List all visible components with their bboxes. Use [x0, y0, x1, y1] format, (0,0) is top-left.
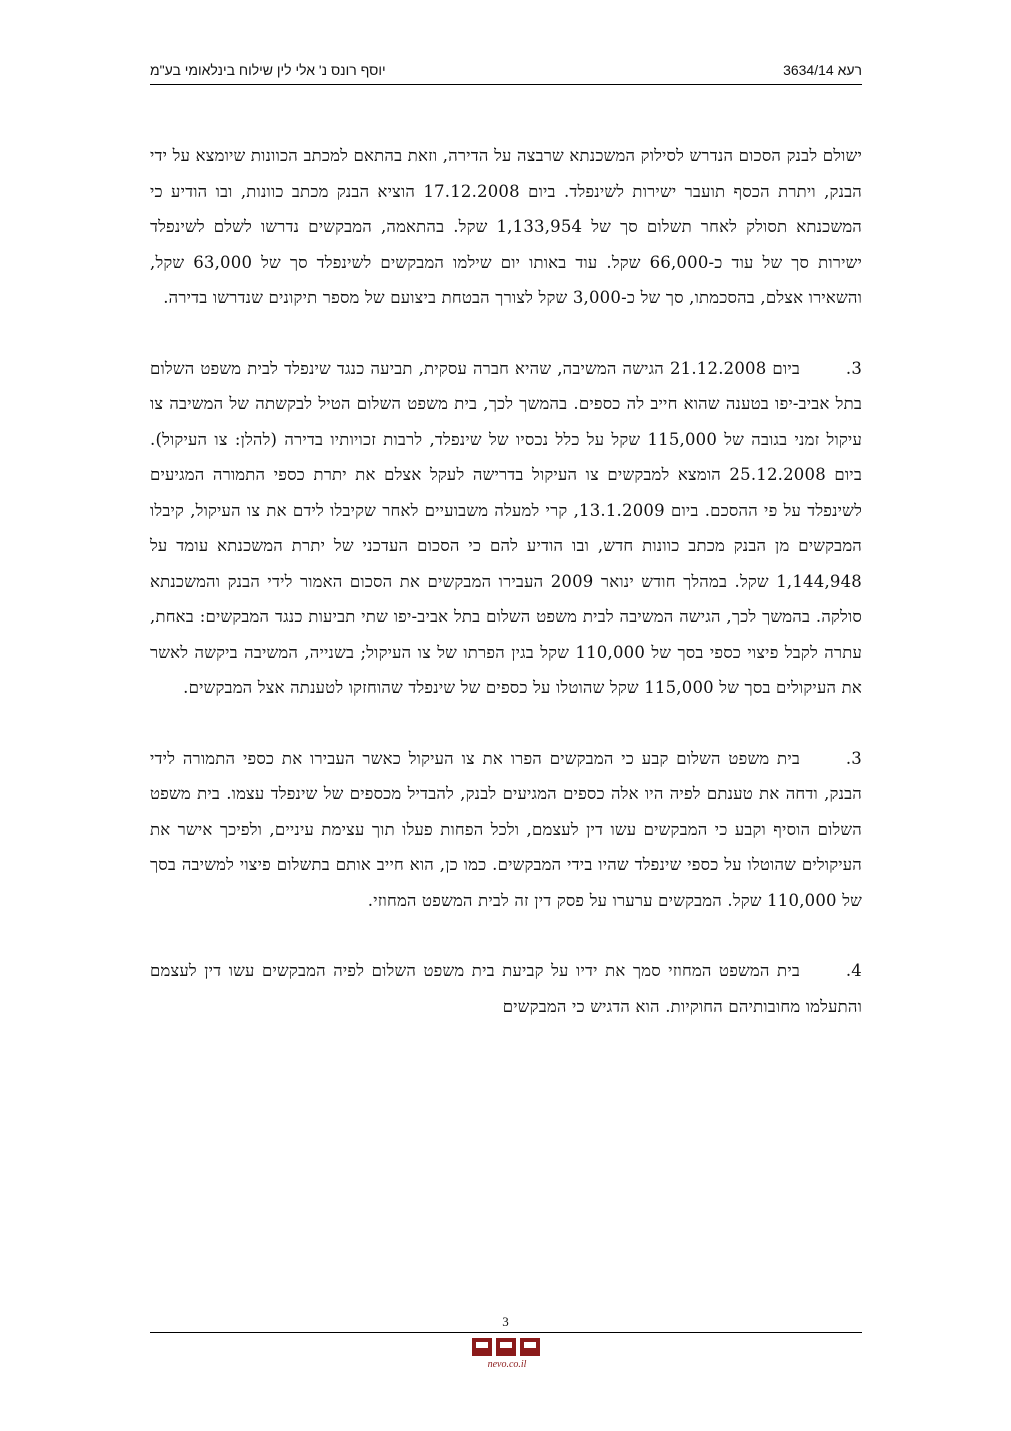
logo-gap-3 — [524, 1342, 536, 1348]
case-title: יוסף רונס נ' אלי לין שילוח בינלאומי בע"מ — [150, 62, 386, 78]
logo-gap-2 — [500, 1342, 512, 1348]
page-number: 3 — [502, 1314, 509, 1329]
footer-divider — [150, 1332, 862, 1333]
paragraph-number: 4. — [845, 961, 862, 980]
document-body — [150, 138, 862, 1059]
paragraph-text: ישולם לבנק הסכום הנדרש לסילוק המשכנתא שרבצה על הדירה, וזאת בהתאם למכתב הכוונות שיומצא על ידי הבנק, ויתרת הכסף תועבר ישירות לשינפלד. ביום 17.12.2008 הוציא הבנק מכתב כוונות, ובו הודיע כי המשכנתא תסולק לאחר תשלום סך של 1,133,954 שקל. בהתאמה, המבקשים נדרשו לשלם לשינפלד ישירות סך של עוד כ-66,000 שקל. עוד באותו יום שילמו המבקשים לשינפלד סך של 63,000 שקל, והשאירו אצלם, בהסכמתו, סך של כ-3,000 שקל לצורך הבטחת ביצועם של מספר תיקונים שנדרשו בדירה. — [150, 146, 862, 307]
paragraph-3a — [150, 351, 862, 706]
paragraph-3b — [150, 741, 862, 919]
paragraph-continued — [150, 138, 862, 316]
paragraph-number: 3. — [845, 358, 863, 378]
paragraph-4 — [150, 953, 862, 1024]
case-number: רעא 3634/14 — [783, 62, 862, 78]
paragraph-text: ביום 21.12.2008 הגישה המשיבה, שהיא חברה עסקית, תביעה כנגד שינפלד לבית משפט השלום בתל אביב-יפו בטענה שהוא חייב לה כספים. בהמשך לכך, בית משפט השלום הטיל לבקשתה של המשיבה צו עיקול זמני בגובה של 115,000 שקל על כלל נכסיו של שינפלד, לרבות זכויותיו בדירה (להלן: צו העיקול). ביום 25.12.2008 הומצא למבקשים צו העיקול בדרישה לעקל אצלם את יתרת כספי התמורה המגיעים לשינפלד על פי ההסכם. ביום 13.1.2009, קרי למעלה משבועיים לאחר שקיבלו לידם את צו העיקול, קיבלו המבקשים מן הבנק מכתב כוונות חדש, ובו הודיע להם כי הסכום העדכני של יתרת המשכנתא עומד על 1,144,948 שקל. במהלך חודש ינואר 2009 העבירו המבקשים את הסכום האמור לידי הבנק והמשכנתא סולקה. בהמשך לכך, הגישה המשיבה לבית משפט השלום בתל אביב-יפו שתי תביעות כנגד המבקשים: באחת, עתרה לקבל פיצוי כספי בסך של 110,000 שקל בגין הפרתו של צו העיקול; בשנייה, המשיבה ביקשה לאשר את העיקולים בסך של 115,000 שקל שהוטלו על כספים של שינפלד שהוחזקו לטענתה אצל המבקשים. — [150, 358, 862, 697]
logo-subtext: nevo.co.il — [487, 1359, 527, 1370]
page-header — [150, 62, 862, 85]
paragraph-number: 3. — [845, 748, 862, 768]
nevo-logo-icon[interactable] — [470, 1336, 544, 1370]
logo-gap-1 — [476, 1342, 488, 1348]
paragraph-text: בית המשפט המחוזי סמך את ידיו על קביעת בית משפט השלום לפיה המבקשים עשו דין לעצמם והתעלמו מחובותיהם החוקיות. הוא הדגיש כי המבקשים — [150, 961, 862, 1016]
paragraph-text: בית משפט השלום קבע כי המבקשים הפרו את צו העיקול כאשר העבירו את כספי התמורה לידי הבנק, ודחה את טענתם לפיה היו אלה כספים המגיעים לבנק, להבדיל מכספים של שינפלד עצמו. בית משפט השלום הוסיף וקבע כי המבקשים עשו דין לעצמם, ולכל הפחות פעלו תוך עצימת עיניים, ולפיכך אישר את העיקולים שהוטלו על כספי שינפלד שהיו בידי המבקשים. כמו כן, הוא חייב אותם בתשלום פיצוי למשיבה בסך של 110,000 שקל. המבקשים ערערו על פסק דין זה לבית המשפט המחוזי. — [150, 748, 862, 910]
